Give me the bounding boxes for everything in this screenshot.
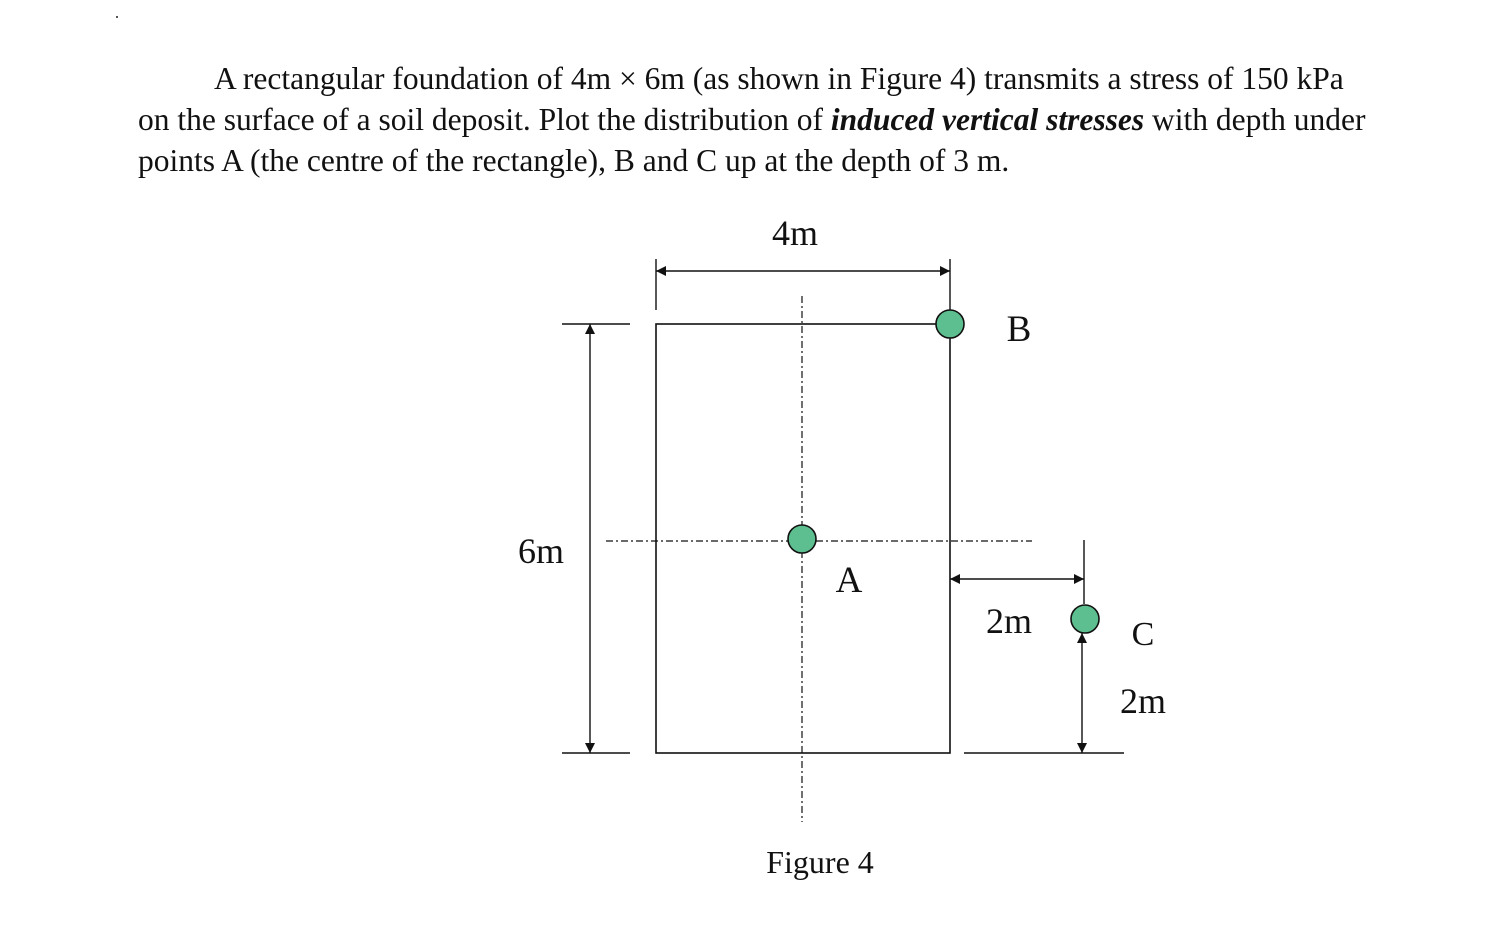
point-a-label: A (835, 560, 863, 601)
point-c-label: C (1131, 616, 1155, 653)
point-a-marker (788, 525, 816, 553)
point-c-marker (1071, 605, 1099, 633)
width-dimension (656, 213, 950, 322)
problem-line-1: A rectangular foundation of 4m × 6m (as shown in Figure 4) transmits a stress of 150 kPa (214, 61, 1344, 96)
offset-x-label: 2m (985, 601, 1033, 641)
problem-line-3: points A (the centre of the rectangle), B and C up at the depth of 3 m. (138, 143, 1010, 178)
problem-line-2-start: on the surface of a soil deposit. Plot the distribution of (138, 102, 831, 137)
offset-y-label: 2m (1119, 681, 1167, 721)
problem-line-2-end: with depth under (1144, 102, 1366, 137)
point-b-label: B (1006, 309, 1032, 350)
width-label: 4m (771, 213, 819, 253)
point-b-marker (936, 310, 964, 338)
offset-x-dimension (950, 540, 1084, 641)
height-label: 6m (517, 531, 565, 571)
figure-caption: Figure 4 (766, 844, 874, 880)
problem-emphasis: induced vertical stresses (830, 102, 1145, 137)
height-dimension (518, 324, 630, 753)
